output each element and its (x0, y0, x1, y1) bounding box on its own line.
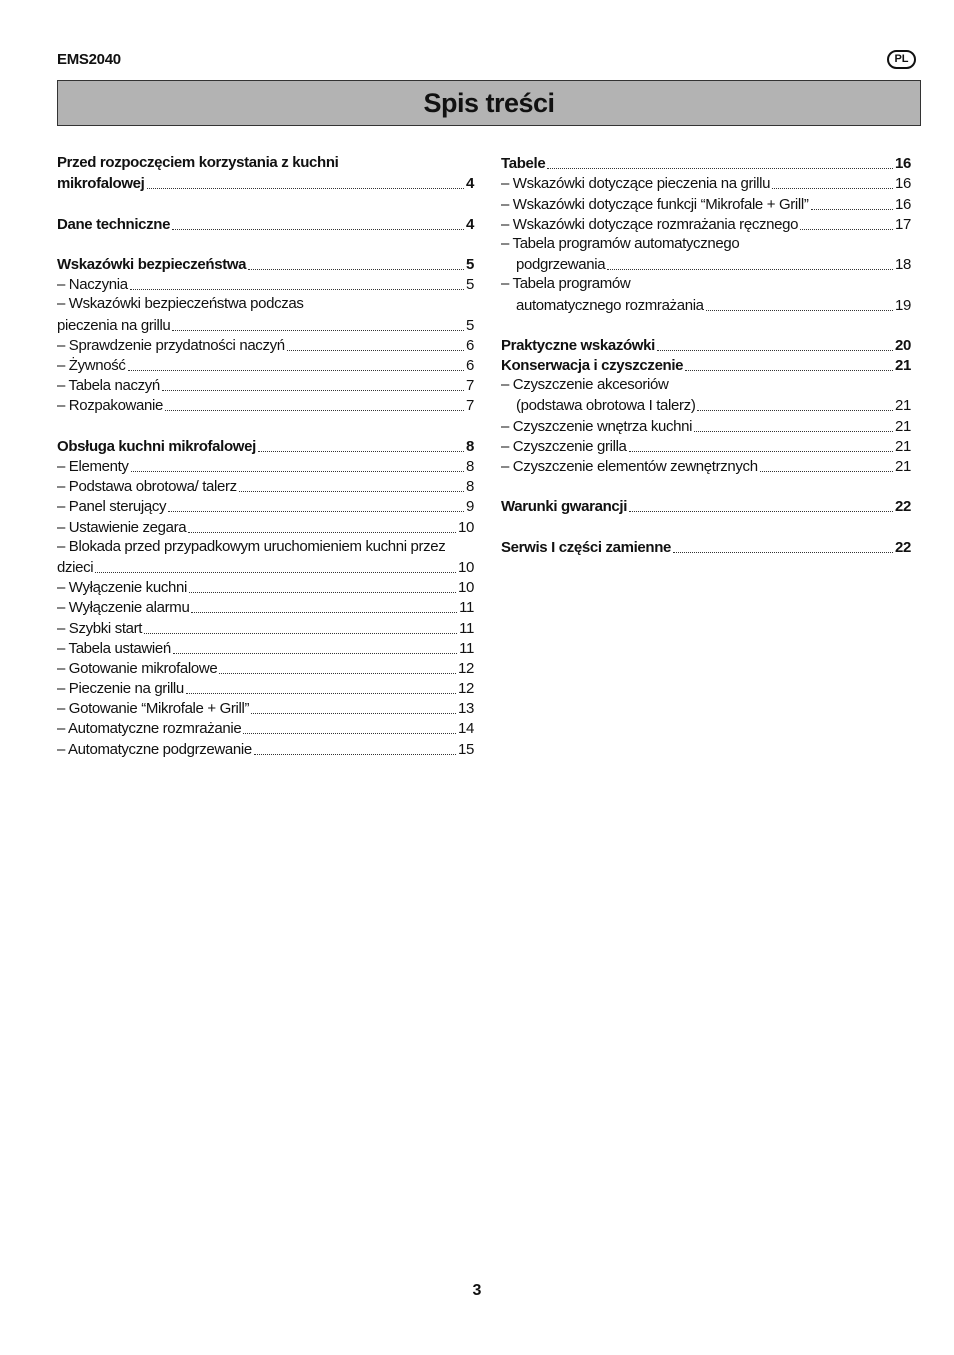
toc-entry-label: – Czyszczenie grilla (501, 437, 627, 455)
dot-leader (772, 188, 893, 189)
toc-entry[interactable] (57, 273, 474, 293)
toc-heading-line: – Wskazówki bezpieczeństwa podczas (57, 295, 304, 313)
toc-entry-page: 4 (466, 175, 474, 193)
dot-leader (173, 653, 457, 654)
toc-heading-line: – Blokada przed przypadkowym uruchomieniem kuchni przez (57, 537, 446, 555)
toc-entry-page: 8 (466, 478, 474, 496)
toc-entry-label: automatycznego rozmrażania (516, 296, 704, 314)
dot-leader (287, 350, 464, 351)
toc-entry-page: 16 (895, 195, 911, 213)
toc-entry-page: 11 (459, 599, 474, 617)
toc-entry-label: podgrzewania (516, 256, 606, 274)
toc-entry-label: dzieci (57, 558, 94, 576)
toc-entry[interactable] (57, 475, 474, 495)
toc-entry-page: 21 (895, 458, 911, 475)
toc-entry-page: 4 (466, 215, 474, 233)
toc-entry-page: 17 (895, 215, 911, 233)
toc-entry-label: – Ustawienie zegara (57, 518, 187, 536)
dot-leader (254, 754, 456, 755)
dot-leader (760, 471, 893, 472)
toc-entry-page: 5 (466, 276, 474, 294)
toc-entry-page: 14 (458, 720, 474, 738)
toc-entry-page: 10 (458, 558, 474, 576)
toc-entry-label: – Wskazówki dotyczące pieczenia na grillu (501, 175, 771, 193)
toc-entry[interactable] (57, 616, 474, 636)
toc-entry-label: pieczenia na grillu (57, 316, 171, 334)
toc-entry[interactable] (501, 354, 911, 374)
language-badge: PL (887, 50, 916, 69)
toc-entry-page: 18 (895, 256, 911, 274)
toc-entry[interactable] (57, 172, 474, 192)
toc-column-right (501, 152, 911, 556)
toc-entry-page: 5 (466, 316, 474, 334)
dot-leader (188, 532, 456, 533)
toc-entry-label: – Wyłączenie alarmu (57, 599, 190, 617)
dot-leader (130, 289, 464, 290)
toc-entry-label: – Naczynia (57, 276, 128, 294)
toc-entry[interactable] (501, 536, 911, 556)
toc-entry[interactable] (501, 293, 911, 313)
toc-entry-label: – Automatyczne rozmrażanie (57, 720, 242, 738)
toc-entry-label: – Tabela naczyń (57, 377, 160, 395)
toc-entry-label: – Szybki start (57, 619, 143, 637)
dot-leader (191, 612, 457, 613)
toc-entry[interactable] (501, 495, 911, 515)
toc-entry-label: – Automatyczne podgrzewanie (57, 740, 252, 758)
toc-column-left (57, 152, 474, 758)
toc-entry[interactable] (57, 374, 474, 394)
toc-entry-page: 12 (458, 659, 474, 677)
toc-entry-page: 7 (466, 397, 474, 415)
title-bar (57, 80, 921, 126)
toc-entry-page: 8 (466, 437, 474, 455)
dot-leader (131, 471, 464, 472)
toc-entry-label: Serwis I części zamienne (501, 538, 672, 556)
toc-entry[interactable] (57, 677, 474, 697)
toc-heading-line: Przed rozpoczęciem korzystania z kuchni (57, 154, 339, 171)
dot-leader (547, 168, 893, 169)
toc-heading-line: – Tabela programów (501, 275, 631, 293)
toc-entry[interactable] (57, 637, 474, 657)
toc-entry[interactable] (57, 435, 474, 455)
dot-leader (629, 451, 893, 452)
toc-entry-label: – Wskazówki dotyczące rozmrażania ręcznego (501, 215, 799, 233)
toc-entry-page: 21 (895, 397, 911, 415)
toc-entry-page: 10 (458, 579, 474, 597)
dot-leader (800, 229, 893, 230)
dot-leader (694, 431, 893, 432)
toc-entry-label: – Elementy (57, 458, 129, 475)
dot-leader (172, 229, 464, 230)
dot-leader (165, 410, 464, 411)
toc-spacer (501, 475, 911, 495)
dot-leader (186, 693, 456, 694)
toc-entry-page: 16 (895, 155, 911, 173)
toc-entry-page: 16 (895, 175, 911, 193)
toc-entry-page: 5 (466, 256, 474, 274)
toc-entry-label: – Wskazówki dotyczące funkcji “Mikrofale + Grill” (501, 195, 809, 213)
dot-leader (95, 572, 456, 573)
toc-entry-label: mikrofalowej (57, 175, 145, 193)
toc-entry-page: 21 (895, 417, 911, 435)
toc-entry-page: 10 (458, 518, 474, 536)
toc-entry[interactable] (501, 213, 911, 233)
toc-spacer (501, 515, 911, 535)
toc-entry-page: 6 (466, 336, 474, 354)
toc-entry-label: – Rozpakowanie (57, 397, 164, 415)
toc-entry-page: 20 (895, 336, 911, 354)
toc-entry-page: 22 (895, 498, 911, 516)
dot-leader (685, 370, 893, 371)
toc-entry[interactable] (501, 394, 911, 414)
toc-entry[interactable] (57, 253, 474, 273)
dot-leader (706, 310, 893, 311)
toc-entry[interactable] (57, 556, 474, 576)
dot-leader (147, 188, 465, 189)
toc-entry[interactable] (57, 596, 474, 616)
toc-entry-label: – Wyłączenie kuchni (57, 579, 187, 597)
toc-entry-label: – Tabela ustawień (57, 639, 171, 657)
toc-spacer (57, 233, 474, 253)
toc-entry[interactable] (57, 334, 474, 354)
toc-entry-label: Warunki gwarancji (501, 498, 628, 516)
toc-entry[interactable] (501, 455, 911, 475)
toc-entry-page: 7 (466, 377, 474, 395)
toc-entry-label: – Żywność (57, 357, 126, 375)
toc-entry-page: 22 (895, 538, 911, 556)
dot-leader (168, 511, 464, 512)
toc-entry[interactable] (57, 576, 474, 596)
toc-entry-label: Praktyczne wskazówki (501, 336, 655, 354)
dot-leader (189, 592, 456, 593)
toc-entry-label: Konserwacja i czyszczenie (501, 357, 684, 375)
dot-leader (239, 491, 464, 492)
toc-entry[interactable] (57, 717, 474, 737)
toc-entry[interactable] (501, 172, 911, 192)
toc-entry-label: (podstawa obrotowa I talerz) (516, 397, 696, 415)
dot-leader (697, 410, 893, 411)
toc-spacer (501, 314, 911, 334)
toc-entry[interactable] (57, 314, 474, 334)
toc-entry[interactable] (501, 152, 911, 172)
toc-entry-label: Tabele (501, 155, 546, 173)
dot-leader (258, 451, 464, 452)
page-title: Spis treści (423, 88, 555, 118)
toc-heading-line: – Tabela programów automatycznego (501, 234, 740, 252)
toc-entry-page: 9 (466, 498, 474, 516)
toc-entry-label: – Panel sterujący (57, 498, 167, 516)
toc-entry[interactable] (57, 657, 474, 677)
toc-entry-page: 8 (466, 458, 474, 475)
dot-leader (673, 552, 893, 553)
dot-leader (172, 330, 464, 331)
toc-entry[interactable] (57, 354, 474, 374)
toc-entry-page: 21 (895, 437, 911, 455)
toc-entry-page: 6 (466, 357, 474, 375)
toc-entry-label: – Gotowanie “Mikrofale + Grill” (57, 700, 250, 718)
toc-entry[interactable] (501, 435, 911, 455)
toc-entry-page: 12 (458, 680, 474, 698)
toc-entry[interactable] (57, 697, 474, 717)
toc-entry-label: Obsługa kuchni mikrofalowej (57, 437, 256, 455)
toc-entry[interactable] (57, 495, 474, 515)
toc-entry[interactable] (57, 213, 474, 233)
toc-entry-page: 21 (895, 357, 911, 375)
dot-leader (162, 390, 464, 391)
dot-leader (629, 511, 893, 512)
dot-leader (607, 269, 893, 270)
dot-leader (144, 633, 457, 634)
toc-entry-page: 11 (459, 639, 474, 657)
toc-entry-label: – Pieczenie na grillu (57, 680, 184, 698)
toc-spacer (57, 414, 474, 434)
toc-entry-label: – Czyszczenie wnętrza kuchni (501, 417, 693, 435)
toc-spacer (57, 192, 474, 212)
dot-leader (219, 673, 456, 674)
dot-leader (251, 713, 456, 714)
toc-entry-page: 13 (458, 700, 474, 718)
toc-entry-label: – Gotowanie mikrofalowe (57, 659, 218, 677)
toc-entry-page: 11 (459, 619, 474, 637)
toc-entry[interactable] (57, 455, 474, 475)
toc-entry[interactable] (501, 253, 911, 273)
toc-entry-label: Dane techniczne (57, 215, 171, 233)
toc-entry[interactable] (501, 414, 911, 434)
dot-leader (657, 350, 893, 351)
toc-entry-label: – Podstawa obrotowa/ talerz (57, 478, 237, 496)
dot-leader (128, 370, 464, 371)
dot-leader (811, 209, 893, 210)
toc-entry[interactable] (57, 737, 474, 757)
toc-entry[interactable] (57, 394, 474, 414)
page-number: 3 (472, 1282, 482, 1299)
toc-entry-label: – Sprawdzenie przydatności naczyń (57, 336, 285, 354)
toc-heading-line: – Czyszczenie akcesoriów (501, 376, 669, 394)
model-number: EMS2040 (57, 51, 121, 68)
dot-leader (248, 269, 464, 270)
toc-entry-label: Wskazówki bezpieczeństwa (57, 256, 247, 274)
toc-entry-page: 15 (458, 740, 474, 758)
toc-entry-page: 19 (895, 296, 911, 314)
toc-entry[interactable] (501, 192, 911, 212)
toc-entry-label: – Czyszczenie elementów zewnętrznych (501, 458, 758, 475)
toc-entry[interactable] (57, 515, 474, 535)
toc-entry[interactable] (501, 334, 911, 354)
dot-leader (243, 733, 456, 734)
